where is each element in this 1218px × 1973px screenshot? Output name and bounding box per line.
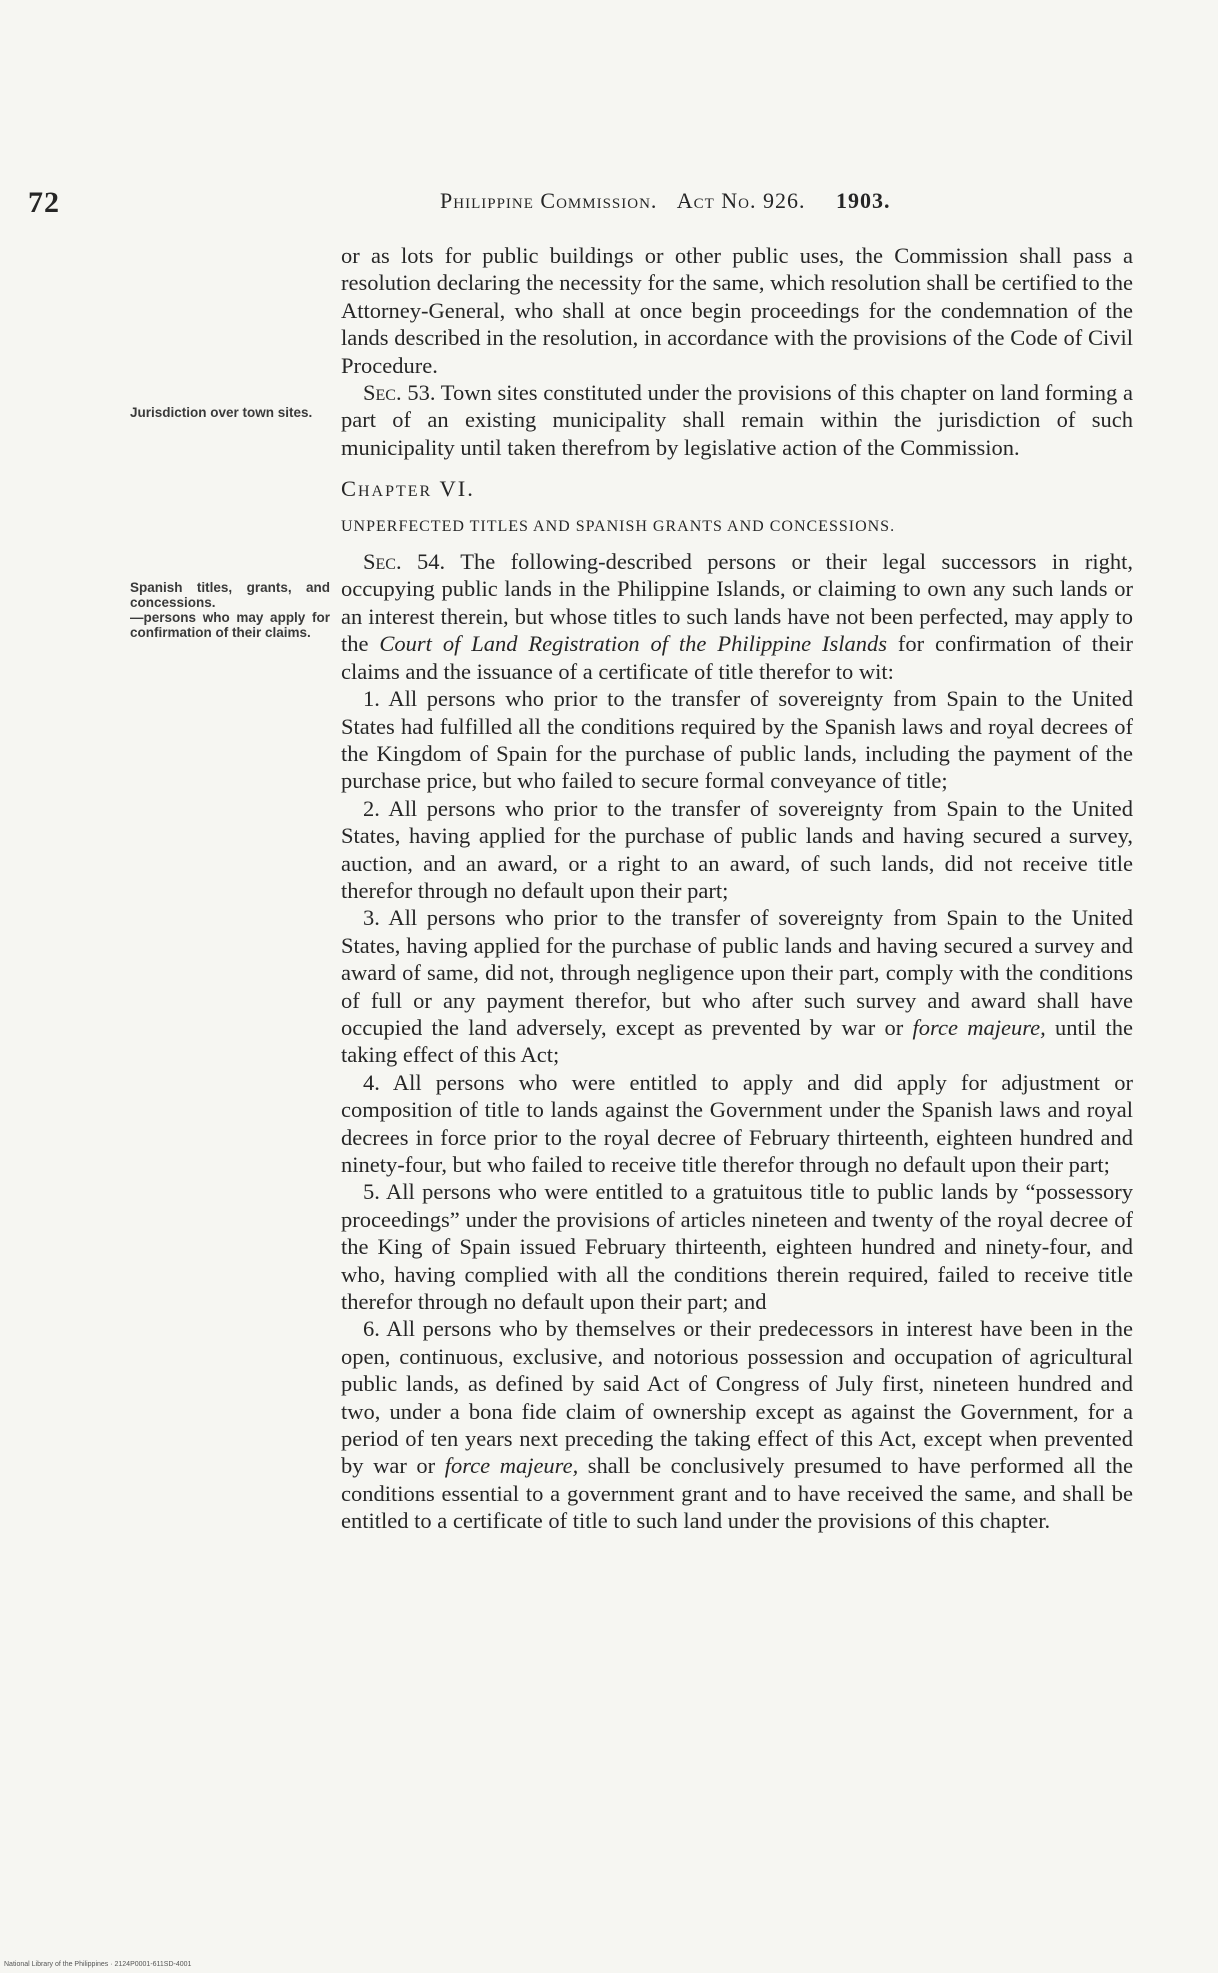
opening-paragraph: or as lots for public buildings or other public uses, the Commission shall pass a resolution declaring the necessity for the same, which resolution shall be certified to the Attorney-General, who shall at once begin proceedings for the condemnation of the lands described in the resolution, in accordance with the provisions of the Code of Civil Procedure. bbox=[341, 243, 1133, 378]
sidenote-spanish-titles bbox=[130, 580, 330, 640]
item-1: 1. All persons who prior to the transfer of sovereignty from Spain to the United States had fulfilled all the conditions required by the Spanish laws and royal decrees of the Kingdom of Spain for the purchase of public lands, including the payment of the purchase price, but who failed to secure formal conveyance of title; bbox=[341, 686, 1133, 794]
item-6-after: shall be conclusively presumed to have performed all the conditions essential to a government grant and to have received the same, and shall be entitled to a certificate of title to such land under the provisions of this chapter. bbox=[341, 1453, 1133, 1534]
item-2: 2. All persons who prior to the transfer of sovereignty from Spain to the United States, having applied for the purchase of public lands and having secured a survey, auction, and an award, or a right to an award, of such lands, did not receive title therefor through no default upon their part; bbox=[341, 795, 1133, 903]
running-head-year: 1903. bbox=[836, 188, 891, 213]
item-6 bbox=[341, 1315, 1133, 1534]
item-3 bbox=[341, 904, 1133, 1068]
section-54-text-after: for confirmation of their claims and the issuance of a certificate of title therefor to wit: bbox=[341, 631, 1133, 684]
section-53 bbox=[341, 379, 1133, 461]
chapter-subtitle: UNPERFECTED TITLES AND SPANISH GRANTS AND CONCESSIONS. bbox=[341, 517, 896, 535]
section-54-label: Sec. 54. bbox=[363, 549, 446, 575]
item-6-italic: force majeure, bbox=[444, 1453, 579, 1479]
sidenote-spanish-titles-text: Spanish titles, grants, and concessions. bbox=[130, 580, 330, 610]
item-3-before: 3. All persons who prior to the transfer of sovereignty from Spain to the United States, having applied for the purchase of public lands and having secured a survey and award of same, did not, through negligence upon their part, comply with the conditions of full or any payment therefor, but who after such survey and award shall have occupied the land adversely, except as prevented by war or bbox=[341, 905, 1133, 1040]
item-4: 4. All persons who were entitled to apply and did apply for adjustment or composition of title to lands against the Government under the Spanish laws and royal decrees in force prior to the royal decree of February thirteenth, eighteen hundred and ninety-four, but who failed to receive title therefor through no default upon their part; bbox=[341, 1069, 1133, 1177]
sidenote-jurisdiction: Jurisdiction over town sites. bbox=[130, 405, 313, 420]
page-footer: National Library of the Philippines · 2124P0001-611SD-4001 bbox=[4, 1961, 192, 1968]
section-53-text: Town sites constituted under the provisions of this chapter on land forming a part of an existing municipality shall remain within the jurisdiction of such municipality until taken therefrom by legislative action of the Commission. bbox=[341, 380, 1133, 460]
section-54 bbox=[341, 548, 1133, 685]
running-head-act: Act No. 926. bbox=[676, 188, 806, 213]
item-3-italic: force majeure, bbox=[912, 1014, 1046, 1040]
section-54-text-before: The following-described persons or their legal successors in right, occupying public lands in the Philippine Islands, or claiming to own any such lands or an interest therein, but whose titles to such lands have not been perfected, may apply to the bbox=[341, 549, 1133, 657]
running-head bbox=[440, 188, 905, 214]
item-5: 5. All persons who were entitled to a gratuitous title to public lands by “possessory proceedings” under the provisions of articles nineteen and twenty of the royal decree of the King of Spain issued February thirteenth, eighteen hundred and ninety-four, and who, having complied with all the conditions therein required, failed to receive title therefor through no default upon their part; and bbox=[341, 1179, 1133, 1315]
item-6-before: 6. All persons who by themselves or their predecessors in interest have been in the open, continuous, exclusive, and notorious possession and occupation of agricultural public lands, as defined by said Act of Congress of July first, nineteen hundred and two, under a bona fide claim of ownership except as against the Government, for a period of ten years next preceding the taking effect of this Act, except when prevented by war or bbox=[341, 1316, 1133, 1479]
chapter-title: Chapter VI. bbox=[341, 476, 475, 502]
running-head-commission: Philippine Commission. bbox=[440, 188, 658, 213]
item-3-after: until the taking effect of this Act; bbox=[341, 1014, 1134, 1068]
section-53-label: Sec. 53. bbox=[363, 380, 436, 406]
page-number: 72 bbox=[28, 186, 60, 219]
sidenote-persons-apply: —persons who may apply for confirmation of their claims. bbox=[130, 610, 330, 640]
section-54-court-name: Court of Land Registration of the Philippine Islands bbox=[379, 631, 887, 657]
main-text bbox=[341, 242, 1133, 1535]
